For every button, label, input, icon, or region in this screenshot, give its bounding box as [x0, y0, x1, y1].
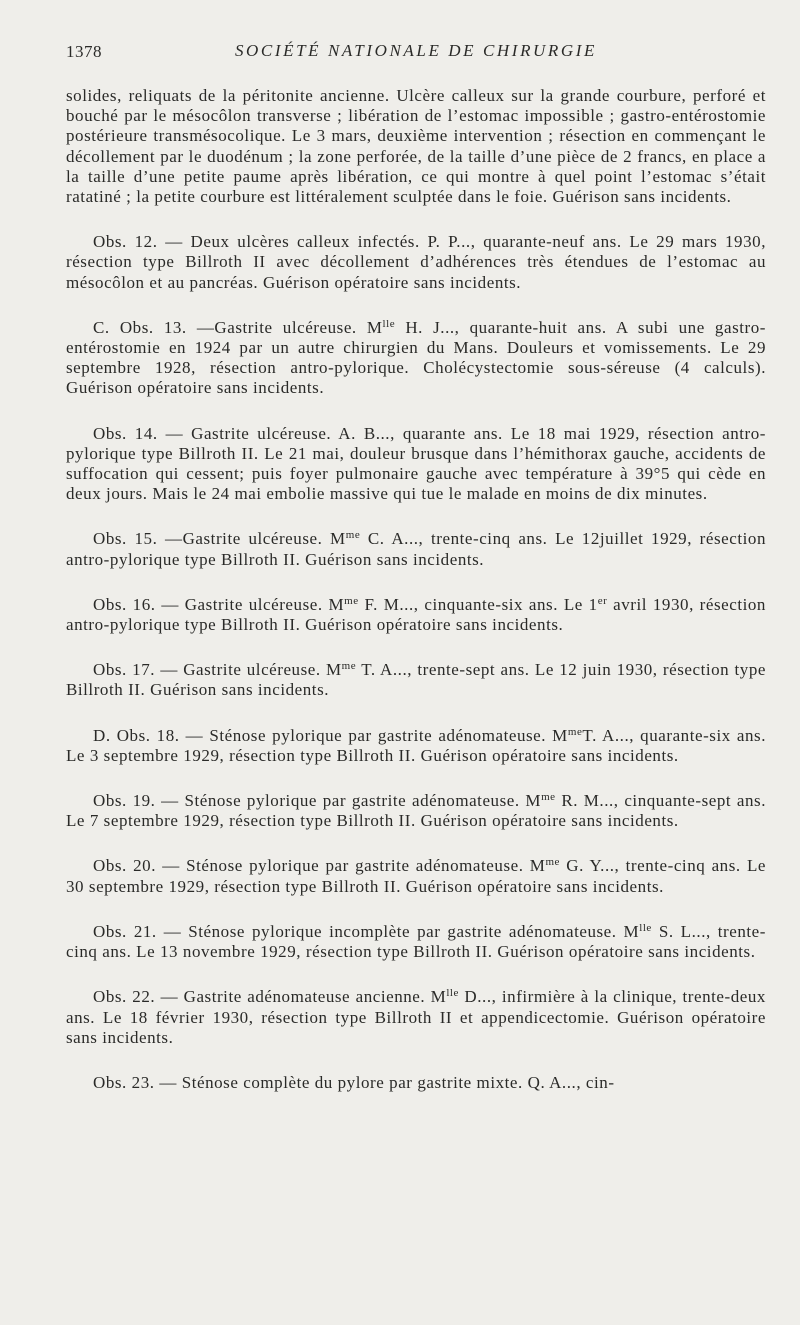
paragraph-text: Obs. 23. — Sténose complète du pylore par gastrite mixte. Q. A..., cin-: [93, 1072, 615, 1092]
paragraph-text: Obs. 16. — Gastrite ulcéreuse. M: [93, 594, 345, 614]
paragraph: [66, 232, 766, 293]
paragraph-text: Obs. 17. — Gastrite ulcéreuse. M: [93, 660, 342, 680]
superscript: me: [545, 856, 560, 869]
superscript: lle: [382, 317, 396, 330]
paragraph-text: Obs. 20. — Sténose pylorique par gastrite adénomateuse. M: [93, 856, 546, 876]
paragraph-text: D..., infirmière à la clinique, trente-deux ans. Le 18 février 1930, résection type Billroth II et appendicectomie. Guérison opératoire sans incidents.: [66, 987, 766, 1047]
paragraph-text: C. A..., trente-cinq ans. Le 12juillet 1929, résection antro-pylorique type Billroth II. Guérison sans incidents.: [66, 529, 766, 569]
paragraph-text: S. L..., trente-cinq ans. Le 13 novembre 1929, résection type Billroth II. Guérison opératoire sans incidents.: [66, 921, 766, 962]
paragraph: [66, 1073, 766, 1093]
page-header: [66, 40, 766, 64]
paragraph: [66, 660, 766, 700]
superscript: lle: [446, 987, 459, 1000]
superscript: me: [345, 529, 361, 542]
paragraph-text: Obs. 15. —Gastrite ulcéreuse. M: [93, 529, 346, 549]
paragraph-text: T. A..., quarante-six ans. Le 3 septembre 1929, résection type Billroth II. Guérison opératoire sans incidents.: [66, 725, 766, 765]
paragraph: [66, 922, 766, 962]
paragraph-text: F. M..., cinquante-six ans. Le 1: [358, 594, 598, 614]
superscript: er: [597, 594, 608, 607]
superscript: me: [341, 660, 357, 673]
paragraph-text: Obs. 12. — Deux ulcères calleux infectés. P. P..., quarante-neuf ans. Le 29 mars 1930, résection type Billroth II avec décollement d’adhérences très étendues de l’estomac au mésocôlon et au pancréas. Guérison opératoire sans incidents.: [66, 232, 766, 292]
paragraph-text: T. A..., trente-sept ans. Le 12 juin 1930, résection type Billroth II. Guérison sans incidents.: [66, 660, 766, 700]
body-text: [66, 86, 766, 1118]
paragraph: [66, 791, 766, 831]
superscript: me: [541, 791, 556, 804]
paragraph: [66, 595, 766, 635]
paragraph-text: Obs. 19. — Sténose pylorique par gastrite adénomateuse. M: [93, 791, 542, 811]
paragraph-text: Obs. 22. — Gastrite adénomateuse ancienne. M: [93, 987, 447, 1007]
paragraph: [66, 726, 766, 766]
paragraph-text: R. M..., cinquante-sept ans. Le 7 septembre 1929, résection type Billroth II. Guérison opératoire sans incidents.: [66, 791, 766, 831]
paragraph-text: Obs. 21. — Sténose pylorique incomplète par gastrite adénomateuse. M: [93, 921, 640, 941]
paragraph: [66, 424, 766, 505]
paragraph-text: avril 1930, résection antro-pylorique type Billroth II. Guérison opératoire sans incidents.: [66, 594, 766, 635]
paragraph: [66, 86, 766, 207]
superscript: me: [567, 725, 583, 738]
superscript: lle: [639, 921, 652, 934]
paragraph-text: solides, reliquats de la péritonite ancienne. Ulcère calleux sur la grande courbure, perforé et bouché par le mésocôlon transverse ; libération de l’estomac impossible ; gastro-entérostomie postérieure transmésocolique. Le 3 mars, deuxième intervention ; résection en commençant le décollement par le duodénum ; la zone perforée, de la taille d’une pièce de 2 francs, en place a la taille d’une petite paume après libération, ce qui montre à quel point l’estomac s’était ratatiné ; la petite courbure est littéralement sculptée dans le foie. Guérison sans incidents.: [66, 86, 766, 207]
paragraph-text: H. J..., quarante-huit ans. A subi une gastro-entérostomie en 1924 par un autre chirurgien du Mans. Douleurs et vomissements. Le 29 septembre 1928, résection antro-pylorique. Cholécystectomie sous-séreuse (4 calculs). Guérison opératoire sans incidents.: [66, 317, 766, 398]
paragraph-text: C. Obs. 13. —Gastrite ulcéreuse. M: [93, 317, 383, 337]
superscript: me: [344, 594, 359, 607]
running-title: SOCIÉTÉ NATIONALE DE CHIRURGIE: [234, 41, 598, 60]
paragraph: [66, 318, 766, 399]
paragraph: [66, 856, 766, 896]
paragraph: [66, 529, 766, 569]
paragraph-text: G. Y..., trente-cinq ans. Le 30 septembre 1929, résection type Billroth II. Guérison opératoire sans incidents.: [66, 856, 766, 896]
paragraph-text: Obs. 14. — Gastrite ulcéreuse. A. B..., quarante ans. Le 18 mai 1929, résection antro-pylorique type Billroth II. Le 21 mai, douleur brusque dans l’hémithorax gauche, accidents de suffocation qui cessent; puis foyer pulmonaire gauche avec température à 39°5 qui cède en deux jours. Mais le 24 mai embolie massive qui tue le malade en moins de dix minutes.: [66, 423, 766, 504]
paragraph: [66, 987, 766, 1048]
page-number: 1378: [66, 42, 102, 61]
paragraph-text: D. Obs. 18. — Sténose pylorique par gastrite adénomateuse. M: [93, 725, 568, 745]
